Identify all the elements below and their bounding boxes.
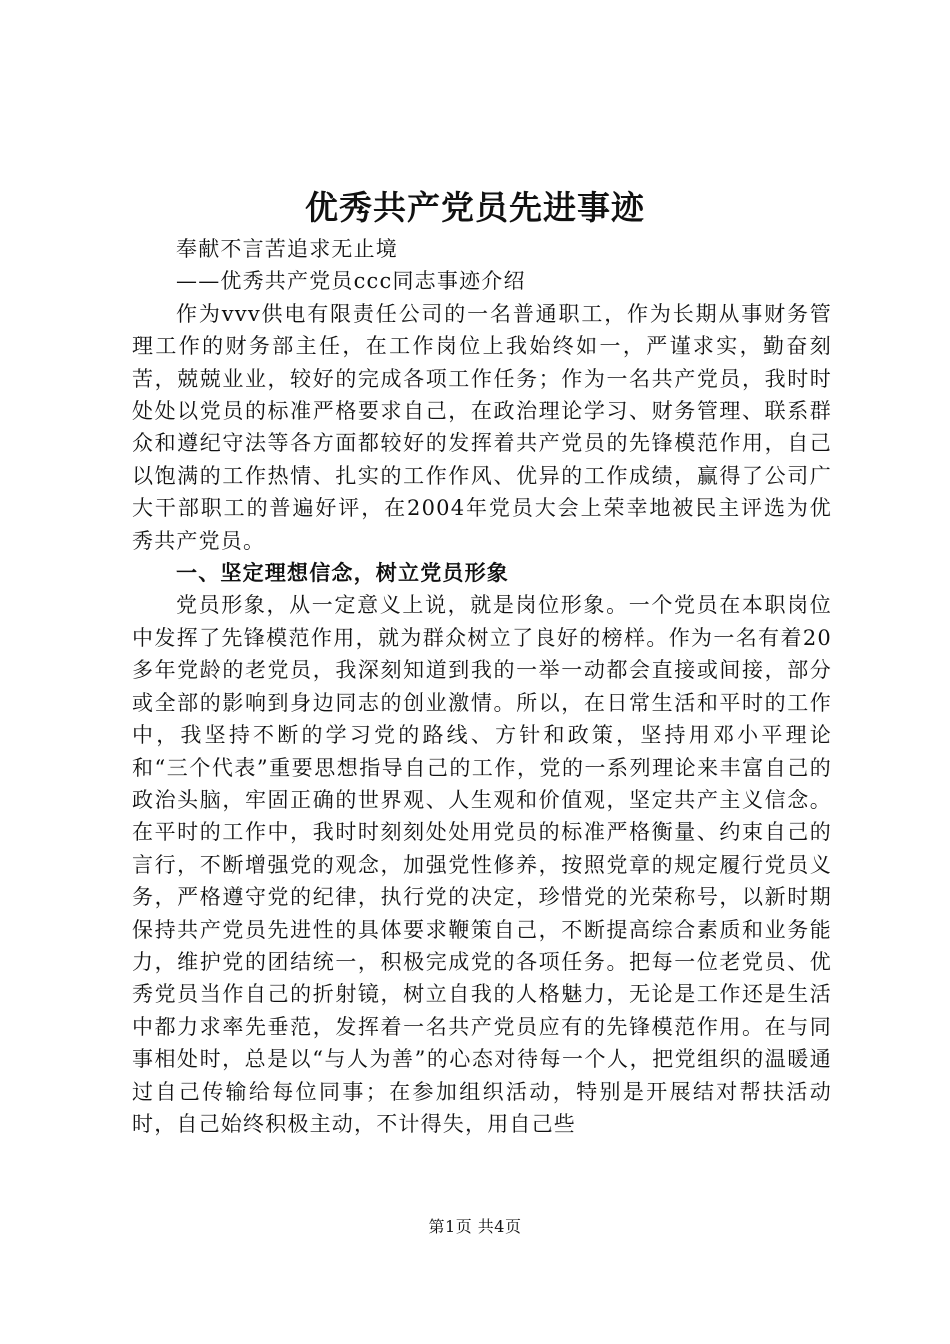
page-footer: 第1页 共4页: [428, 1217, 522, 1236]
section-paragraph: 党员形象，从一定意义上说，就是岗位形象。一个党员在本职岗位中发挥了先锋模范作用，就为群众树立了良好的榜样。作为一名有着20多年党龄的老党员，我深刻知道到我的一举一动都会直接或间接，部分或全部的影响到身边同志的创业激情。所以，在日常生活和平时的工作中，我坚持不断的学习党的路线、方针和政策，坚持用邓小平理论和“三个代表”重要思想指导自己的工作，党的一系列理论来丰富自己的政治头脑，牢固正确的世界观、人生观和价值观，坚定共产主义信念。在平时的工作中，我时时刻刻处处用党员的标准严格衡量、约束自己的言行，不断增强党的观念，加强党性修养，按照党章的规定履行党员义务，严格遵守党的纪律，执行党的决定，珍惜党的光荣称号，以新时期保持共产党员先进性的具体要求鞭策自己，不断提高综合素质和业务能力，维护党的团结统一，积极完成党的各项任务。把每一位老党员、优秀党员当作自己的折射镜，树立自我的人格魅力，无论是工作还是生活中都力求率先垂范，发挥着一名共产党员应有的先锋模范作用。在与同事相处时，总是以“与人为善”的心态对待每一个人，把党组织的温暖通过自己传输给每位同事；在参加组织活动，特别是开展结对帮扶活动时，自己始终积极主动，不计得失，用自己些: [132, 593, 832, 1136]
intro-paragraph: 作为vvv供电有限责任公司的一名普通职工，作为长期从事财务管理工作的财务部主任，在工作岗位上我始终如一，严谨求实，勤奋刻苦，兢兢业业，较好的完成各项工作任务；作为一名共产党员，我时时处处以党员的标准严格要求自己，在政治理论学习、财务管理、联系群众和遵纪守法等各方面都较好的发挥着共产党员的先锋模范作用，自己以饱满的工作热情、扎实的工作作风、优异的工作成绩，赢得了公司广大干部职工的普遍好评，在2004年党员大会上荣幸地被民主评选为优秀共产党员。: [132, 301, 832, 553]
subtitle: 奉献不言苦追求无止境: [176, 237, 398, 261]
document-body: [132, 233, 832, 1140]
section-heading: 一、坚定理想信念，树立党员形象: [176, 561, 509, 586]
document-title: 优秀共产党员先进事迹: [305, 188, 645, 227]
byline: ——优秀共产党员ccc同志事迹介绍: [176, 269, 526, 294]
